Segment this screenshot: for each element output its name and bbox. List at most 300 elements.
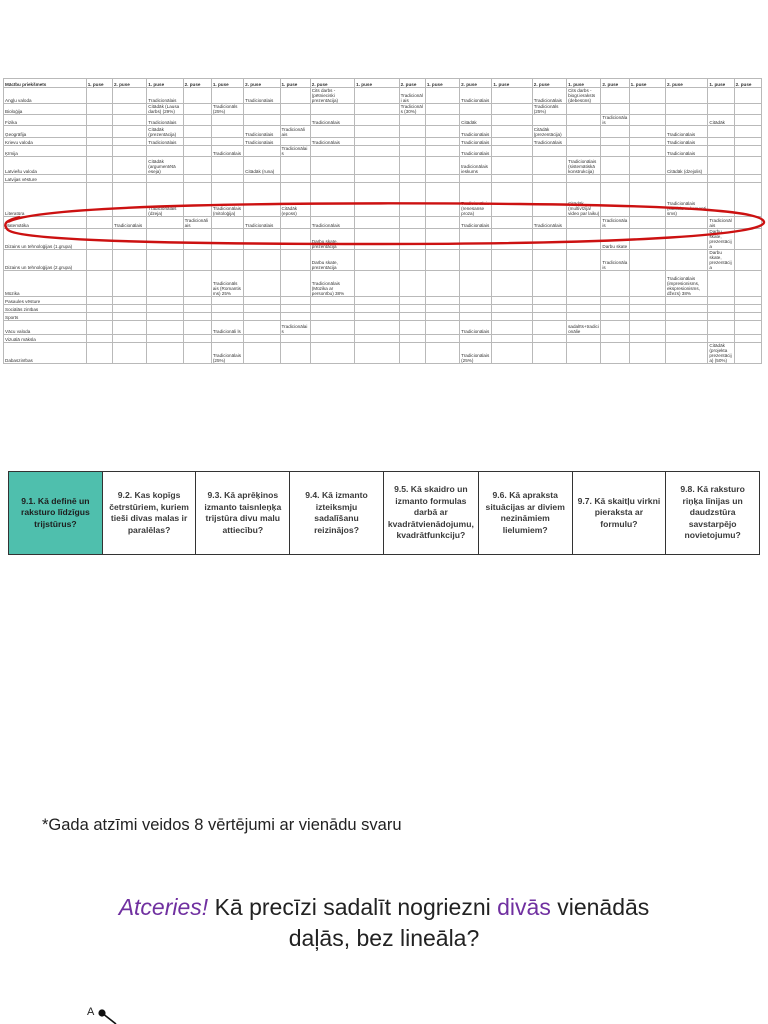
table-cell bbox=[112, 175, 146, 183]
table-cell bbox=[211, 88, 243, 104]
column-header: 1. puse bbox=[629, 79, 665, 88]
table-cell: Tradicionālais (dzeja) bbox=[147, 183, 183, 217]
table-cell: Citādāk (dzejolis) bbox=[665, 157, 707, 175]
table-cell: Tradicionāls (25%) bbox=[211, 104, 243, 115]
table-cell bbox=[532, 335, 566, 343]
table-cell bbox=[425, 88, 459, 104]
remember-lead: Atceries! bbox=[118, 894, 209, 920]
remember-highlight: divās bbox=[497, 894, 551, 920]
table-cell bbox=[492, 157, 532, 175]
table-cell bbox=[601, 313, 629, 321]
table-cell: Tradicionālais bbox=[147, 115, 183, 126]
column-header: 2. puse bbox=[665, 79, 707, 88]
table-cell: Tradicionālais (Mūzika ar personību) 38% bbox=[310, 271, 354, 297]
table-cell bbox=[629, 271, 665, 297]
table-cell bbox=[665, 115, 707, 126]
table-cell bbox=[399, 271, 425, 297]
table-cell bbox=[244, 115, 280, 126]
table-cell bbox=[183, 138, 211, 146]
table-cell bbox=[532, 305, 566, 313]
table-row bbox=[4, 138, 762, 146]
topic-card: 9.1. Kā definē un raksturo līdzīgus trijstūrus? bbox=[8, 471, 103, 555]
table-cell: Tradicionālais bbox=[460, 321, 492, 335]
table-row bbox=[4, 335, 762, 343]
table-row bbox=[4, 104, 762, 115]
table-cell bbox=[211, 175, 243, 183]
table-cell bbox=[601, 88, 629, 104]
table-cell bbox=[355, 175, 399, 183]
table-cell bbox=[567, 313, 601, 321]
table-cell bbox=[86, 335, 112, 343]
table-cell bbox=[492, 138, 532, 146]
table-cell: Citādāk (Lausa darbs) (29%) bbox=[147, 104, 183, 115]
highlight-oval bbox=[0, 198, 768, 248]
topic-card: 9.2. Kas kopīgs četrstūriem, kuriem tieši divas malas ir paralēlas? bbox=[103, 471, 197, 555]
table-cell bbox=[665, 88, 707, 104]
table-cell bbox=[492, 343, 532, 364]
table-row bbox=[4, 175, 762, 183]
table-cell: Tradicionāls ais (Romantis ms) 25% bbox=[211, 271, 243, 297]
table-cell bbox=[399, 157, 425, 175]
table-cell bbox=[244, 104, 280, 115]
subject-cell: Krievu valoda bbox=[4, 138, 87, 146]
column-header: 1. puse bbox=[567, 79, 601, 88]
table-cell bbox=[211, 297, 243, 305]
table-cell bbox=[665, 335, 707, 343]
table-cell bbox=[310, 157, 354, 175]
table-cell bbox=[567, 175, 601, 183]
table-cell bbox=[112, 305, 146, 313]
table-cell: Citādāk (argumentētā eseja) bbox=[147, 157, 183, 175]
table-cell bbox=[183, 146, 211, 157]
table-cell bbox=[708, 175, 734, 183]
column-header: 2. puse bbox=[112, 79, 146, 88]
table-cell bbox=[567, 104, 601, 115]
table-cell: Tradicionāli ais bbox=[183, 217, 211, 229]
table-cell bbox=[86, 305, 112, 313]
table-row bbox=[4, 146, 762, 157]
table-cell: Tradicionālais bbox=[460, 88, 492, 104]
table-cell bbox=[399, 175, 425, 183]
table-cell bbox=[310, 104, 354, 115]
table-cell bbox=[399, 321, 425, 335]
subject-cell: Matemātika bbox=[4, 217, 87, 229]
table-cell bbox=[425, 271, 459, 297]
table-cell bbox=[492, 146, 532, 157]
subject-cell: Sociālās zinības bbox=[4, 305, 87, 313]
table-cell bbox=[244, 297, 280, 305]
table-cell bbox=[734, 271, 761, 297]
table-cell bbox=[567, 297, 601, 305]
table-cell bbox=[244, 313, 280, 321]
table-cell bbox=[280, 115, 310, 126]
column-header: 2. puse bbox=[734, 79, 761, 88]
table-cell: Tradicionālais bbox=[244, 217, 280, 229]
remember-prompt bbox=[0, 892, 768, 954]
table-cell: Tradicionālais bbox=[147, 88, 183, 104]
table-cell: Darbu skate bbox=[601, 229, 629, 250]
table-cell bbox=[734, 297, 761, 305]
table-cell bbox=[355, 271, 399, 297]
table-cell bbox=[112, 138, 146, 146]
table-cell bbox=[532, 313, 566, 321]
table-cell bbox=[708, 271, 734, 297]
table-cell: Tradicionālais bbox=[280, 321, 310, 335]
table-cell bbox=[567, 138, 601, 146]
table-cell bbox=[244, 271, 280, 297]
table-cell: Citādāk bbox=[460, 115, 492, 126]
table-cell bbox=[492, 175, 532, 183]
table-cell: Tradicionāls (30%) bbox=[399, 104, 425, 115]
table-cell bbox=[492, 305, 532, 313]
table-cell bbox=[86, 157, 112, 175]
table-cell bbox=[629, 335, 665, 343]
table-cell bbox=[280, 88, 310, 104]
column-header: 1. puse bbox=[280, 79, 310, 88]
table-cell bbox=[355, 138, 399, 146]
table-cell bbox=[86, 126, 112, 138]
table-cell: Tradicionālais bbox=[532, 217, 566, 229]
table-cell bbox=[86, 343, 112, 364]
table-cell bbox=[147, 343, 183, 364]
table-cell bbox=[601, 305, 629, 313]
table-cell bbox=[112, 146, 146, 157]
remember-text-1: Kā precīzi sadalīt nogriezni bbox=[208, 894, 498, 920]
table-cell bbox=[629, 297, 665, 305]
table-cell bbox=[601, 297, 629, 305]
table-cell bbox=[425, 297, 459, 305]
table-cell bbox=[425, 115, 459, 126]
table-cell bbox=[734, 343, 761, 364]
table-cell: Tradicionālais bbox=[310, 217, 354, 229]
table-cell bbox=[629, 115, 665, 126]
table-cell: Darbu skate, prezentācija bbox=[310, 250, 354, 271]
table-cell bbox=[460, 175, 492, 183]
table-cell bbox=[492, 321, 532, 335]
table-cell bbox=[280, 297, 310, 305]
column-header: 2. puse bbox=[183, 79, 211, 88]
table-cell bbox=[665, 343, 707, 364]
table-cell bbox=[425, 126, 459, 138]
table-cell bbox=[86, 321, 112, 335]
table-cell bbox=[399, 126, 425, 138]
column-header: 2. puse bbox=[532, 79, 566, 88]
table-cell bbox=[399, 115, 425, 126]
topic-card: 9.6. Kā apraksta situācijas ar diviem nezināmiem lielumiem? bbox=[479, 471, 573, 555]
table-cell bbox=[86, 146, 112, 157]
table-cell bbox=[708, 335, 734, 343]
table-row bbox=[4, 271, 762, 297]
column-header: 2. puse bbox=[460, 79, 492, 88]
table-cell bbox=[183, 115, 211, 126]
table-cell bbox=[355, 335, 399, 343]
table-cell bbox=[425, 313, 459, 321]
table-cell bbox=[399, 250, 425, 271]
table-cell bbox=[310, 335, 354, 343]
column-header: 2. puse bbox=[310, 79, 354, 88]
table-cell bbox=[147, 305, 183, 313]
table-cell bbox=[532, 250, 566, 271]
table-cell bbox=[112, 297, 146, 305]
table-row bbox=[4, 313, 762, 321]
table-cell bbox=[601, 335, 629, 343]
subject-cell: Mūzika bbox=[4, 271, 87, 297]
table-cell bbox=[492, 115, 532, 126]
table-cell bbox=[665, 321, 707, 335]
table-cell bbox=[492, 335, 532, 343]
table-cell: Tradicionālais bbox=[601, 250, 629, 271]
table-cell bbox=[708, 297, 734, 305]
table-cell bbox=[211, 313, 243, 321]
table-cell: Tradicionālais bbox=[244, 126, 280, 138]
table-cell bbox=[734, 126, 761, 138]
table-cell bbox=[425, 104, 459, 115]
table-cell bbox=[460, 305, 492, 313]
table-cell: Citādāk (prezentācija) bbox=[532, 126, 566, 138]
table-cell bbox=[708, 305, 734, 313]
table-cell bbox=[425, 146, 459, 157]
table-cell: Tradicionāls (25%) bbox=[532, 104, 566, 115]
table-cell bbox=[112, 88, 146, 104]
table-cell bbox=[399, 313, 425, 321]
table-cell bbox=[244, 321, 280, 335]
table-cell bbox=[629, 126, 665, 138]
table-cell bbox=[86, 297, 112, 305]
table-cell bbox=[567, 305, 601, 313]
table-cell bbox=[665, 305, 707, 313]
table-cell: Tradicionālais bbox=[460, 146, 492, 157]
table-cell bbox=[86, 271, 112, 297]
table-cell bbox=[355, 343, 399, 364]
table-cell: sadalīts+tradicionālie bbox=[567, 321, 601, 335]
table-cell bbox=[734, 321, 761, 335]
table-cell bbox=[492, 104, 532, 115]
table-cell bbox=[629, 321, 665, 335]
table-cell bbox=[147, 313, 183, 321]
column-header: 1. puse bbox=[147, 79, 183, 88]
table-cell bbox=[183, 104, 211, 115]
column-header: 2. puse bbox=[244, 79, 280, 88]
table-cell bbox=[492, 126, 532, 138]
table-cell bbox=[532, 343, 566, 364]
subject-cell: Vizuālā māksla bbox=[4, 335, 87, 343]
column-header: 2. puse bbox=[399, 79, 425, 88]
table-cell bbox=[211, 157, 243, 175]
table-cell bbox=[460, 335, 492, 343]
table-cell bbox=[86, 175, 112, 183]
table-cell bbox=[147, 321, 183, 335]
table-cell bbox=[425, 175, 459, 183]
table-cell bbox=[665, 175, 707, 183]
table-cell bbox=[629, 104, 665, 115]
table-cell bbox=[460, 104, 492, 115]
table-cell bbox=[567, 250, 601, 271]
table-row bbox=[4, 88, 762, 104]
table-cell bbox=[211, 250, 243, 271]
table-cell bbox=[629, 138, 665, 146]
table-cell bbox=[532, 157, 566, 175]
table-cell bbox=[601, 271, 629, 297]
table-row bbox=[4, 305, 762, 313]
table-cell bbox=[280, 138, 310, 146]
table-cell bbox=[734, 104, 761, 115]
column-header: Mācību priekšmets bbox=[4, 79, 87, 88]
table-row bbox=[4, 250, 762, 271]
table-cell: Tradicionālais bbox=[310, 138, 354, 146]
table-cell bbox=[310, 146, 354, 157]
table-cell bbox=[112, 271, 146, 297]
table-cell: Tradicionālais (klasicisms/romantisms) bbox=[665, 183, 707, 217]
table-cell bbox=[567, 335, 601, 343]
table-cell: Tradicionālais (impresionisms, ekspresionisms, džezs) 38% bbox=[665, 271, 707, 297]
table-cell: tradicionālais ieskums bbox=[460, 157, 492, 175]
table-cell: Tradicionālais bbox=[532, 88, 566, 104]
table-cell bbox=[280, 335, 310, 343]
topic-card: 9.4. Kā izmanto izteiksmju sadalīšanu reizinājos? bbox=[290, 471, 384, 555]
topic-card: 9.5. Kā skaidro un izmanto formulas darbā ar kvadrātvienādojumu, kvadrātfunkciju? bbox=[384, 471, 479, 555]
table-cell: Tradicionālais bbox=[602, 218, 628, 228]
table-cell bbox=[629, 313, 665, 321]
table-cell bbox=[244, 250, 280, 271]
table-cell: Tradicionāli ais bbox=[399, 88, 425, 104]
table-cell bbox=[708, 104, 734, 115]
table-cell bbox=[399, 305, 425, 313]
table-cell: Tradicionālais bbox=[244, 88, 280, 104]
table-cell bbox=[112, 343, 146, 364]
table-cell bbox=[629, 175, 665, 183]
segment-line bbox=[102, 1013, 116, 1024]
subject-cell: Dabaszinības bbox=[4, 343, 87, 364]
table-cell bbox=[734, 88, 761, 104]
table-cell bbox=[280, 343, 310, 364]
table-cell bbox=[86, 138, 112, 146]
table-cell bbox=[567, 146, 601, 157]
table-cell bbox=[425, 305, 459, 313]
table-cell: Tradicionālais bbox=[665, 138, 707, 146]
column-header: 1. puse bbox=[355, 79, 399, 88]
subject-cell: Angļu valoda bbox=[4, 88, 87, 104]
table-cell bbox=[532, 297, 566, 305]
table-cell bbox=[244, 146, 280, 157]
topic-card: 9.7. Kā skaitļu virkni pieraksta ar formulu? bbox=[573, 471, 667, 555]
table-cell bbox=[310, 175, 354, 183]
table-cell bbox=[492, 297, 532, 305]
table-cell bbox=[183, 175, 211, 183]
table-cell bbox=[629, 157, 665, 175]
table-cell bbox=[355, 104, 399, 115]
table-cell bbox=[665, 313, 707, 321]
table-cell bbox=[567, 343, 601, 364]
remember-text-2: vienādās bbox=[550, 894, 650, 920]
column-header: 2. puse bbox=[601, 79, 629, 88]
table-cell bbox=[708, 146, 734, 157]
table-cell: Tradicionālais (25%) bbox=[460, 343, 492, 364]
table-cell bbox=[183, 305, 211, 313]
table-cell: Tradicionālais (mitoloģija) bbox=[211, 183, 243, 217]
table-cell: Tradicionālais bbox=[310, 115, 354, 126]
table-cell bbox=[492, 271, 532, 297]
table-cell bbox=[425, 138, 459, 146]
table-header-row bbox=[4, 79, 762, 88]
table-cell bbox=[460, 271, 492, 297]
table-cell: Tradicionālais bbox=[708, 217, 734, 229]
table-cell bbox=[708, 313, 734, 321]
table-cell bbox=[112, 313, 146, 321]
table-cell bbox=[567, 126, 601, 138]
table-cell bbox=[708, 157, 734, 175]
table-cell bbox=[665, 250, 707, 271]
subject-cell: Sports bbox=[4, 313, 87, 321]
table-cell bbox=[280, 250, 310, 271]
table-cell bbox=[629, 343, 665, 364]
subject-cell: Latvijas vēsture bbox=[4, 175, 87, 183]
table-cell: Tradicionālais bbox=[460, 126, 492, 138]
column-header: 1. puse bbox=[492, 79, 532, 88]
table-cell bbox=[211, 305, 243, 313]
table-cell bbox=[244, 175, 280, 183]
table-cell bbox=[425, 335, 459, 343]
table-cell: Cits darbs - biogr.ieraksts (debesūns) bbox=[567, 88, 601, 104]
subject-cell: Fizika bbox=[4, 115, 87, 126]
table-cell bbox=[280, 313, 310, 321]
table-cell bbox=[280, 305, 310, 313]
table-cell bbox=[244, 305, 280, 313]
table-cell bbox=[183, 250, 211, 271]
topic-card: 9.3. Kā aprēķinos izmanto taisnleņķa trijstūra divu malu attiecību? bbox=[196, 471, 290, 555]
table-row bbox=[4, 115, 762, 126]
table-cell bbox=[425, 250, 459, 271]
table-cell bbox=[310, 313, 354, 321]
table-cell bbox=[147, 175, 183, 183]
subject-cell: Vācu valoda bbox=[4, 321, 87, 335]
table-cell bbox=[532, 321, 566, 335]
table-cell bbox=[147, 335, 183, 343]
table-cell: Tradicionālais (sistemātiskā konstrukcija) bbox=[567, 157, 601, 175]
table-cell: Citādāk (runa) bbox=[244, 157, 280, 175]
table-cell bbox=[244, 343, 280, 364]
table-cell bbox=[112, 115, 146, 126]
table-cell bbox=[734, 157, 761, 175]
table-cell bbox=[355, 157, 399, 175]
table-cell bbox=[183, 88, 211, 104]
topic-card: 9.8. Kā raksturo riņķa līnijas un daudzstūra savstarpējo novietojumu? bbox=[666, 471, 760, 555]
table-cell: Tradicionālais bbox=[112, 217, 146, 229]
table-cell: Cits darbs - (pētnieciski prezentācija) bbox=[310, 88, 354, 104]
table-cell bbox=[629, 146, 665, 157]
table-cell: Tradicionālais bbox=[460, 217, 492, 229]
table-cell: Tradicionālais bbox=[211, 146, 243, 157]
table-cell bbox=[147, 146, 183, 157]
table-cell bbox=[355, 88, 399, 104]
table-cell: Tradicionāli ls bbox=[211, 321, 243, 335]
subject-cell: Bioloģija bbox=[4, 104, 87, 115]
table-cell: Darbu skate, prezentācija bbox=[708, 250, 734, 271]
point-a-label: A bbox=[87, 1006, 95, 1018]
table-cell bbox=[399, 138, 425, 146]
table-cell bbox=[86, 104, 112, 115]
table-row bbox=[4, 297, 762, 305]
table-cell bbox=[734, 146, 761, 157]
table-cell: Darbu skate, prezentācija bbox=[708, 229, 734, 250]
table-cell bbox=[460, 313, 492, 321]
table-cell bbox=[532, 115, 566, 126]
table-cell bbox=[310, 126, 354, 138]
subject-cell: Literatūra bbox=[4, 183, 87, 217]
table-cell bbox=[183, 321, 211, 335]
table-cell bbox=[355, 305, 399, 313]
table-cell bbox=[734, 305, 761, 313]
table-cell: Citādāk (prezentācija) bbox=[147, 126, 183, 138]
